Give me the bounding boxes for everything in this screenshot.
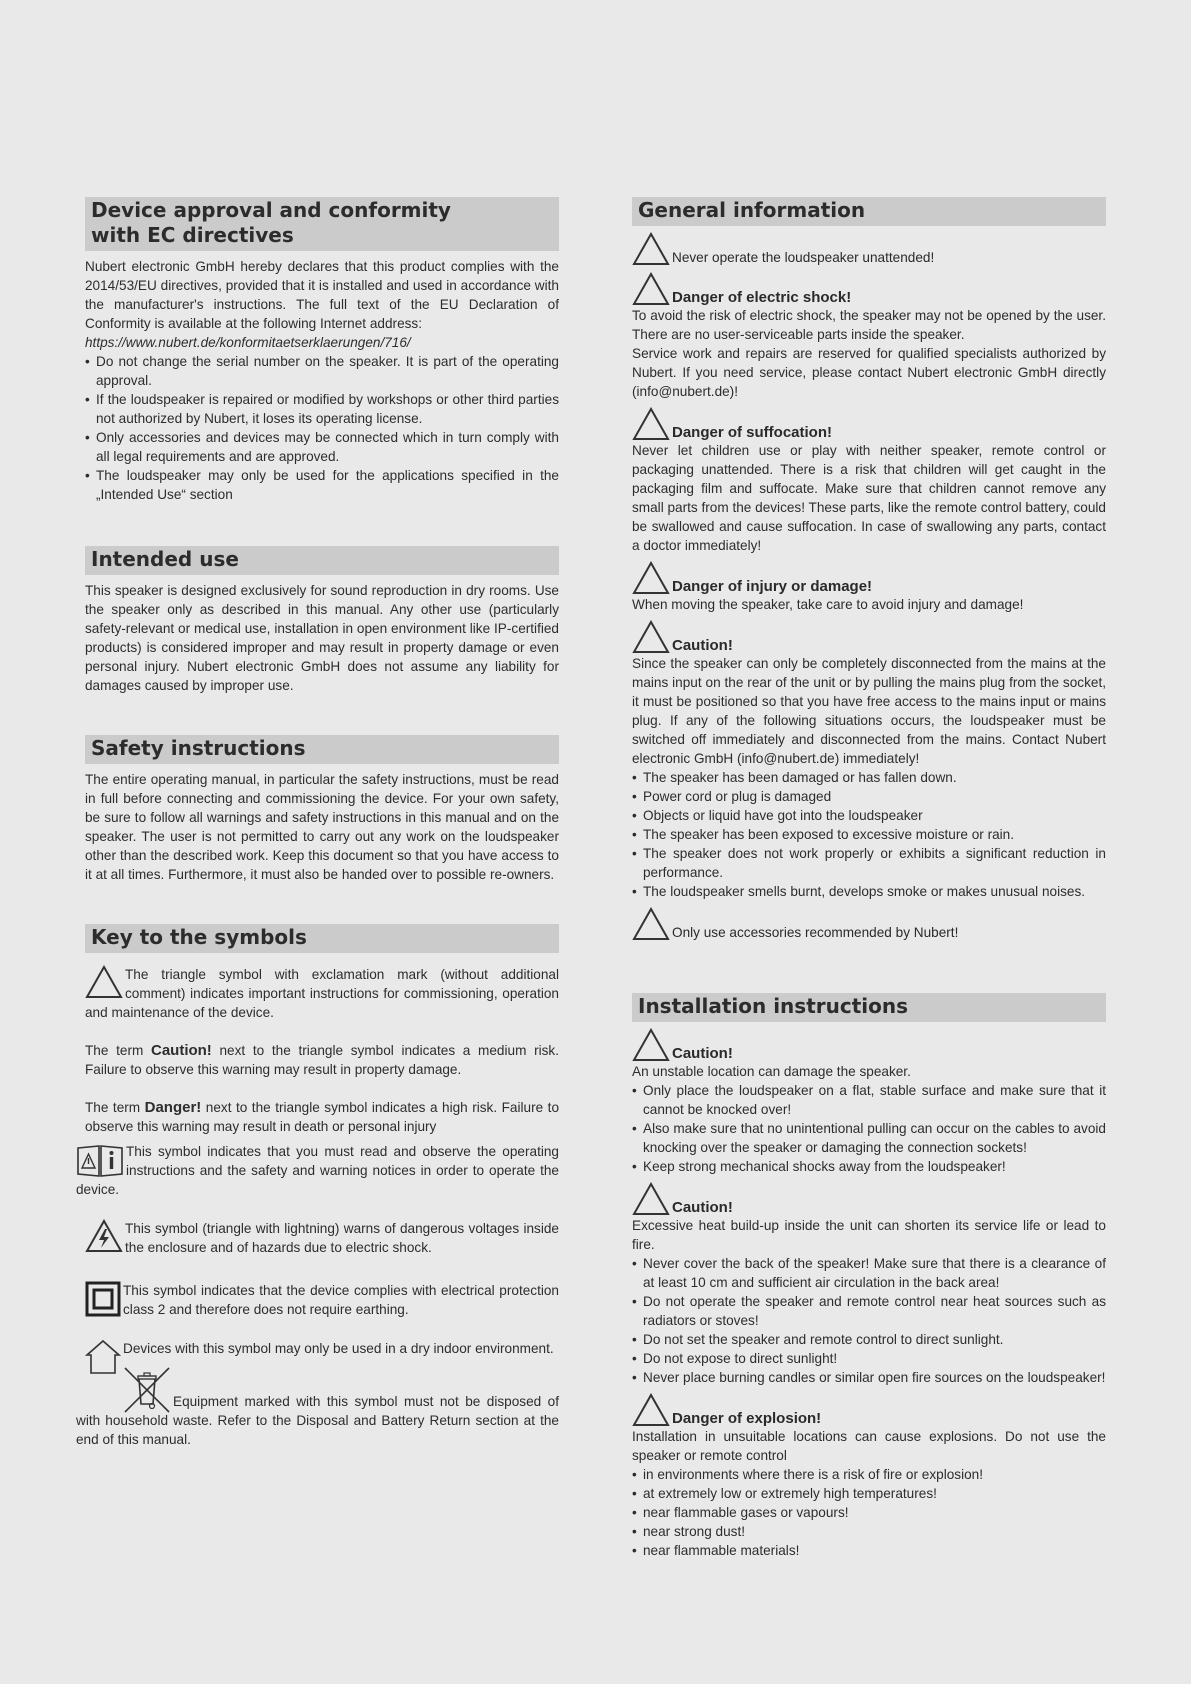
list-item: • Do not set the speaker and remote control to direct sunlight. (632, 1330, 1106, 1349)
caution-mains-text: Since the speaker can only be completely disconnected from the mains at the mains input on the rear of the unit or by pulling the mains plug from the socket, it must be positioned so that you have free access to the mains input or mains plug. If any of the following situations occurs, the loudspeaker must be switched off immediately and disconnected from the mains. Contact Nubert electronic GmbH (info@nubert.de) immediately! (632, 656, 1106, 766)
warning-triangle-icon (632, 620, 670, 654)
list-item: • The loudspeaker smells burnt, develops smoke or makes unusual noises. (632, 882, 1106, 901)
protection-class-2-icon (85, 1281, 121, 1317)
warning-caution-heat: Caution! (632, 1182, 1106, 1216)
list-item: • near flammable materials! (632, 1541, 1106, 1560)
note-accessories: Only use accessories recommended by Nubert! (632, 907, 1106, 941)
explosion-text: Installation in unsuitable locations can cause explosions. Do not use the speaker or remote control (632, 1429, 1106, 1463)
list-item: • Also make sure that no unintentional pulling can occur on the cables to avoid knocking over the speaker or damaging the connection sockets! (632, 1119, 1106, 1157)
list-item: • The speaker has been exposed to excessive moisture or rain. (632, 825, 1106, 844)
shock-text-2: Service work and repairs are reserved for qualified specialists authorized by Nubert. If you need service, please contact Nubert electronic GmbH directly (info@nubert.de)! (632, 346, 1106, 399)
conformity-heading: Device approval and conformity with EC directives (85, 197, 559, 251)
list-item: • Never cover the back of the speaker! Make sure that there is a clearance of at least 10 cm and sufficient air circulation in the back area! (632, 1254, 1106, 1292)
heat-list (632, 1254, 1106, 1387)
warning-triangle-icon (632, 1182, 670, 1216)
warning-triangle-icon (632, 407, 670, 441)
intended-use-heading: Intended use (85, 546, 559, 575)
warning-electric-shock: Danger of electric shock! (632, 272, 1106, 306)
warning-explosion: Danger of explosion! (632, 1393, 1106, 1427)
read-manual-symbol-desc: This symbol indicates that you must read and observe the operating instructions and the safety and warning notices in order to operate the device. (76, 1144, 559, 1197)
warning-triangle-icon (632, 1028, 670, 1062)
warning-triangle-icon (632, 272, 670, 306)
read-manual-icon (76, 1142, 124, 1178)
general-info-heading: General information (632, 197, 1106, 226)
warning-triangle-icon (632, 1393, 670, 1427)
symbols-heading: Key to the symbols (85, 924, 559, 953)
danger-term: Danger! (144, 1099, 202, 1116)
list-item: • Keep strong mechanical shocks away from the loudspeaker! (632, 1157, 1106, 1176)
list-item: • Only place the loudspeaker on a flat, stable surface and make sure that it cannot be knocked over! (632, 1081, 1106, 1119)
caution-term: Caution! (150, 1042, 212, 1059)
danger-term-desc: The term Danger! next to the triangle symbol indicates a high risk. Failure to observe this warning may result in death or personal injury (85, 1099, 560, 1134)
class2-symbol-desc: This symbol indicates that the device complies with electrical protection class 2 and therefore does not require earthing. (85, 1281, 559, 1319)
suffocation-text: Never let children use or play with neither speaker, remote control or packaging unattended. There is a risk that children will get caught in the packaging film and suffocate. Make sure that children cannot remove any small parts from the devices! These parts, like the remote control battery, could be swallowed and cause suffocation. In case of swallowing any parts, contact a doctor immediately! (632, 443, 1106, 553)
stability-list (632, 1081, 1106, 1176)
list-item: • near flammable gases or vapours! (632, 1503, 1106, 1522)
right-column (632, 197, 1106, 1560)
injury-text: When moving the speaker, take care to avoid injury and damage! (632, 597, 1024, 612)
list-item: • Power cord or plug is damaged (632, 787, 1106, 806)
list-item: • The speaker does not work properly or exhibits a significant reduction in performance. (632, 844, 1106, 882)
note-unattended: Never operate the loudspeaker unattended! (632, 232, 1106, 266)
warning-caution-mains: Caution! (632, 620, 1106, 654)
warning-suffocation: Danger of suffocation! (632, 407, 1106, 441)
disposal-symbol-desc: Equipment marked with this symbol must not be disposed of with household waste. Refer to the Disposal and Battery Return section at the end of this manual. (76, 1366, 559, 1449)
list-item: • Do not change the serial number on the speaker. It is part of the operating approval. (85, 352, 559, 390)
installation-heading: Installation instructions (632, 993, 1106, 1022)
list-item: • Objects or liquid have got into the loudspeaker (632, 806, 1106, 825)
conformity-intro: Nubert electronic GmbH hereby declares that this product complies with the 2014/53/EU directives, provided that it is installed and used in accordance with the manufacturer's instructions. The full text of the EU Declaration of Conformity is available at the following Internet address: (85, 259, 559, 331)
warning-triangle-icon (632, 232, 670, 266)
intended-use-text: This speaker is designed exclusively for sound reproduction in dry rooms. Use the speaker only as described in this manual. Any other use (particularly safety-relevant or medical use, installation in open environment like IP-certified products) is considered improper and may result in property damage or even personal injury. Nubert electronic GmbH does not assume any liability for damages caused by improper use. (85, 583, 559, 693)
stability-text: An unstable location can damage the speaker. (632, 1064, 911, 1079)
indoor-symbol-desc: Devices with this symbol may only be used in a dry indoor environment. (85, 1339, 559, 1358)
list-item: • Do not expose to direct sunlight! (632, 1349, 1106, 1368)
list-item: • Do not operate the speaker and remote control near heat sources such as radiators or stoves! (632, 1292, 1106, 1330)
warning-injury: Danger of injury or damage! (632, 561, 1106, 595)
list-item: • near strong dust! (632, 1522, 1106, 1541)
warning-triangle-icon (85, 965, 123, 999)
list-item: • If the loudspeaker is repaired or modified by workshops or other third parties not authorized by Nubert, it loses its operating license. (85, 390, 559, 428)
triangle-symbol-desc: The triangle symbol with exclamation mark (without additional comment) indicates important instructions for commissioning, operation and maintenance of the device. (85, 967, 559, 1020)
lightning-triangle-icon (85, 1219, 123, 1253)
shock-text-1: To avoid the risk of electric shock, the speaker may not be opened by the user. There are no user-serviceable parts inside the speaker. (632, 308, 1106, 342)
list-item: • at extremely low or extremely high temperatures! (632, 1484, 1106, 1503)
warning-caution-stability: Caution! (632, 1028, 1106, 1062)
conformity-list (85, 352, 559, 504)
lightning-symbol-desc: This symbol (triangle with lightning) warns of dangerous voltages inside the enclosure and of hazards due to electric shock. (85, 1219, 559, 1257)
warning-triangle-icon (632, 907, 670, 941)
heat-text: Excessive heat build-up inside the unit can shorten its service life or lead to fire. (632, 1218, 1106, 1252)
left-column (76, 197, 560, 1449)
list-item: • The loudspeaker may only be used for the applications specified in the „Intended Use“ section (85, 466, 559, 504)
list-item: • Only accessories and devices may be connected which in turn comply with all legal requirements and are approved. (85, 428, 559, 466)
crossed-bin-icon (123, 1366, 171, 1414)
explosion-list (632, 1465, 1106, 1560)
safety-heading: Safety instructions (85, 735, 559, 764)
warning-triangle-icon (632, 561, 670, 595)
list-item: • in environments where there is a risk of fire or explosion! (632, 1465, 1106, 1484)
caution-term-desc: The term Caution! next to the triangle symbol indicates a medium risk. Failure to observe this warning may result in property damage. (85, 1042, 560, 1077)
caution-mains-list (632, 768, 1106, 901)
conformity-url: https://www.nubert.de/konformitaetserklaerungen/716/ (85, 335, 411, 350)
safety-text: The entire operating manual, in particular the safety instructions, must be read in full before connecting and commissioning the device. For your own safety, be sure to follow all warnings and safety instructions in this manual and on the speaker. The user is not permitted to carry out any work on the loudspeaker other than the described work. Keep this document so that you have access to it at all times. Furthermore, it must also be handed over to possible re-owners. (85, 772, 559, 882)
list-item: • Never place burning candles or similar open fire sources on the loudspeaker! (632, 1368, 1106, 1387)
list-item: • The speaker has been damaged or has fallen down. (632, 768, 1106, 787)
